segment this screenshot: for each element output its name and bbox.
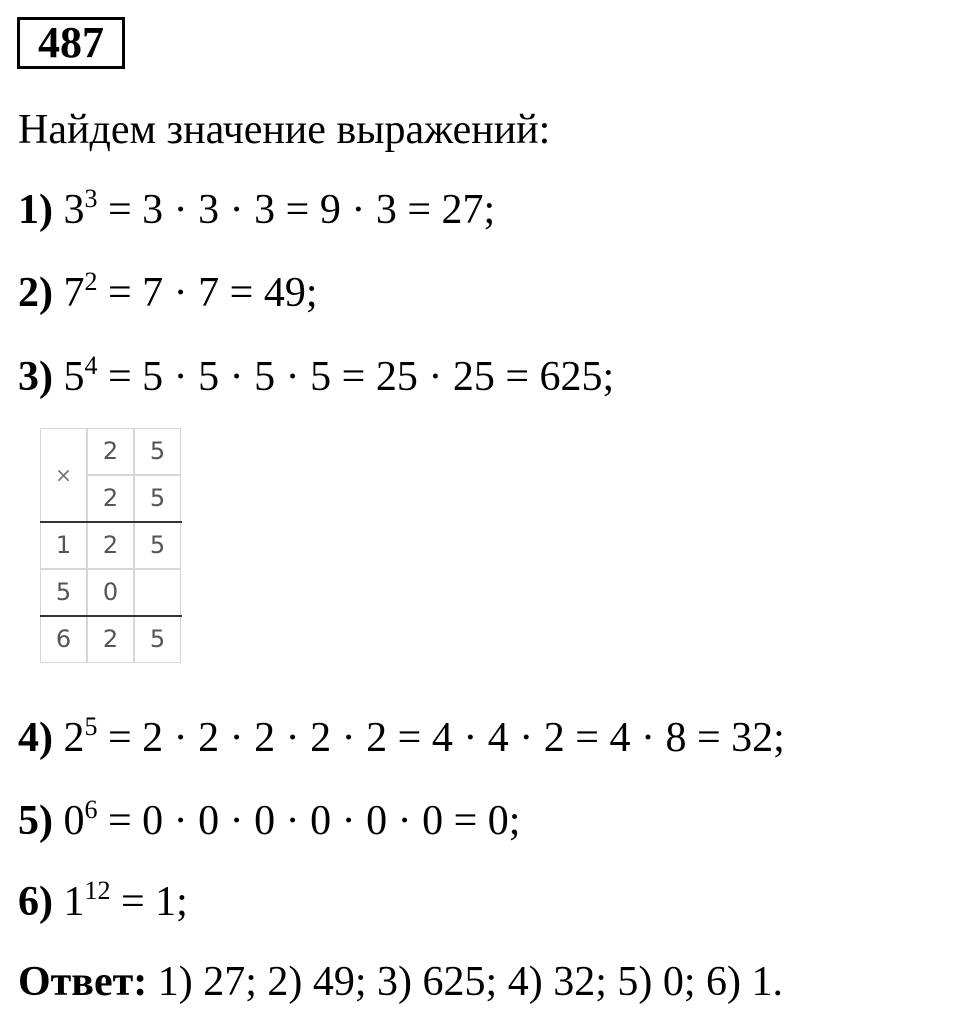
multiply-sign: ×: [40, 428, 87, 522]
grid-cell: 1: [40, 522, 87, 569]
expression-6: [18, 877, 188, 927]
item-exponent: 4: [84, 351, 98, 380]
item-label: 5): [18, 798, 53, 844]
item-rest: = 0 · 0 · 0 · 0 · 0 · 0 = 0;: [97, 798, 521, 844]
item-exponent: 5: [84, 712, 98, 741]
expression-5: [18, 796, 520, 846]
item-label: 4): [18, 715, 53, 761]
sum-divider-line: [40, 615, 182, 617]
item-base: 7: [63, 270, 85, 316]
grid-cell: 2: [87, 428, 134, 475]
item-rest: = 5 · 5 · 5 · 5 = 25 · 25 = 625;: [97, 354, 615, 400]
grid-cell: 2: [87, 475, 134, 522]
item-base: 0: [63, 798, 85, 844]
grid-cell: 5: [40, 569, 87, 616]
item-label: 1): [18, 187, 53, 233]
item-exponent: 6: [84, 795, 98, 824]
intro-text: Найдем значение выражений:: [18, 107, 551, 153]
expression-3: [18, 352, 614, 402]
item-rest: = 1;: [110, 879, 188, 925]
expression-1: [18, 185, 495, 235]
answer-line: [18, 957, 783, 1007]
grid-cell: 6: [40, 616, 87, 663]
item-rest: = 3 · 3 · 3 = 9 · 3 = 27;: [97, 187, 496, 233]
grid-cell: 5: [134, 616, 181, 663]
expression-2: [18, 268, 318, 318]
item-exponent: 3: [84, 184, 98, 213]
item-rest: = 2 · 2 · 2 · 2 · 2 = 4 · 4 · 2 = 4 · 8 = 32;: [97, 715, 785, 761]
item-label: 2): [18, 270, 53, 316]
problem-number: 487: [17, 17, 125, 69]
item-base: 2: [63, 715, 85, 761]
item-label: 6): [18, 879, 53, 925]
item-base: 3: [63, 187, 85, 233]
grid-cell: [134, 569, 181, 616]
item-rest: = 7 · 7 = 49;: [97, 270, 318, 316]
item-base: 1: [63, 879, 85, 925]
expression-4: [18, 713, 785, 763]
grid-cell: 2: [87, 616, 134, 663]
item-label: 3): [18, 354, 53, 400]
grid-cell: 0: [87, 569, 134, 616]
grid-cell: 5: [134, 475, 181, 522]
product-divider-line: [40, 521, 182, 523]
item-exponent: 12: [84, 876, 111, 905]
grid-cell: 5: [134, 428, 181, 475]
grid-cell: 2: [87, 522, 134, 569]
grid-cell: 5: [134, 522, 181, 569]
item-base: 5: [63, 354, 85, 400]
column-multiplication: [40, 428, 182, 662]
answer-label: Ответ:: [18, 959, 148, 1005]
item-exponent: 2: [84, 267, 98, 296]
answer-text: 1) 27; 2) 49; 3) 625; 4) 32; 5) 0; 6) 1.: [147, 959, 784, 1005]
